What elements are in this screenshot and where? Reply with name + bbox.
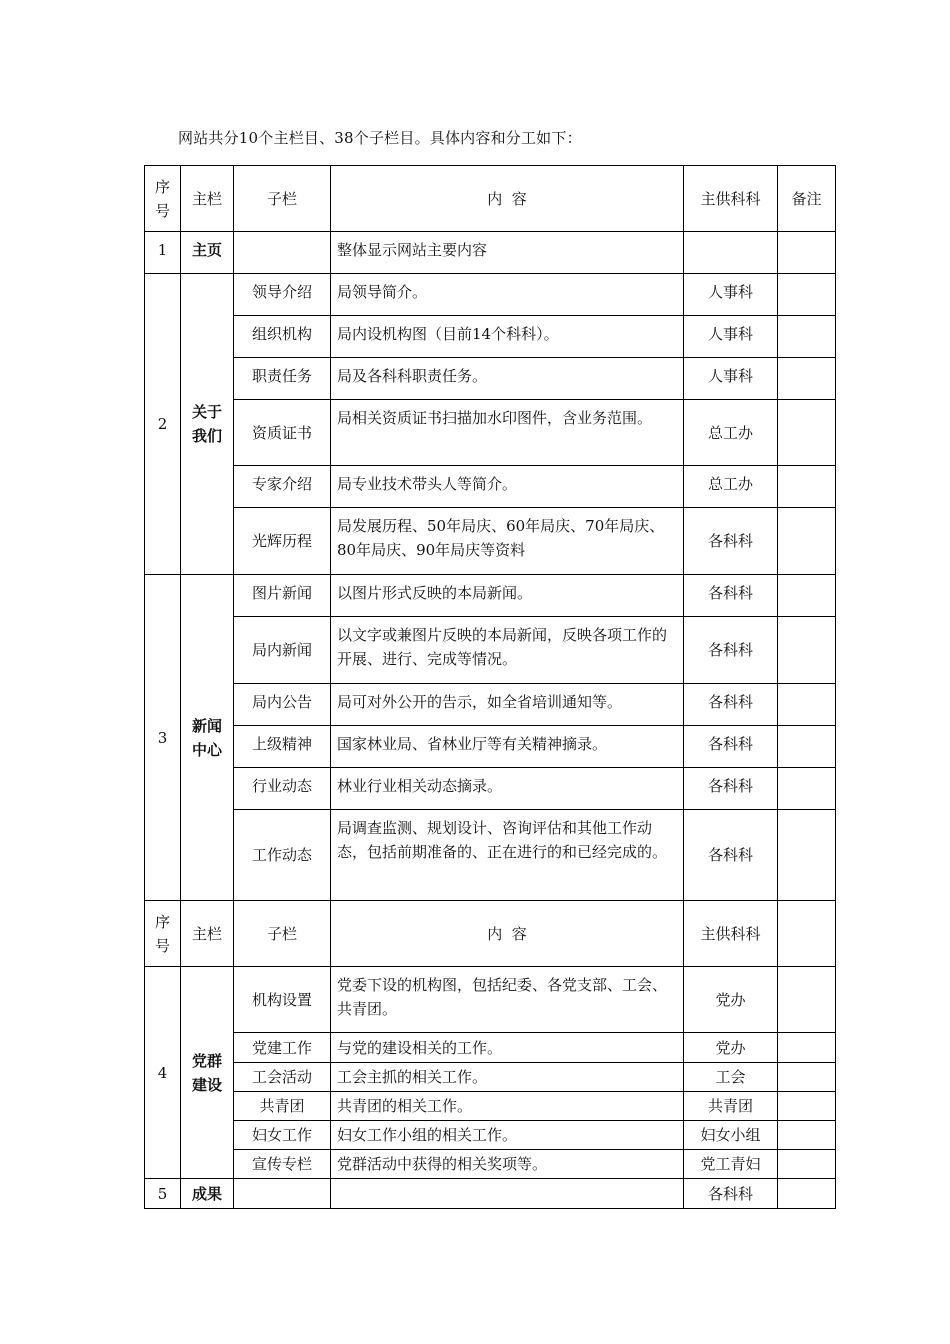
content-cell: 妇女工作小组的相关工作。 [331, 1121, 684, 1150]
table-row [145, 726, 836, 768]
dept-cell: 各科科 [684, 1179, 778, 1209]
main-column-cell: 关于 我们 [181, 274, 234, 575]
note-cell [778, 1033, 836, 1063]
content-cell: 局相关资质证书扫描加水印图件，含业务范围。 [331, 400, 684, 466]
note-cell [778, 1092, 836, 1121]
content-cell: 局内设机构图（目前14个科科）。 [331, 316, 684, 358]
dept-cell: 工会 [684, 1063, 778, 1092]
table-row [145, 967, 836, 1033]
note-cell [778, 684, 836, 726]
note-cell [778, 575, 836, 617]
note-cell [778, 316, 836, 358]
sub-column-cell: 共青团 [234, 1092, 331, 1121]
main-column-cell: 主页 [181, 232, 234, 274]
content-cell: 党群活动中获得的相关奖项等。 [331, 1150, 684, 1179]
header-seq: 序 号 [145, 901, 181, 967]
content-cell: 共青团的相关工作。 [331, 1092, 684, 1121]
table-row [145, 575, 836, 617]
table-row [145, 466, 836, 508]
seq-cell: 4 [145, 967, 181, 1179]
sub-column-cell: 工会活动 [234, 1063, 331, 1092]
table-row [145, 1033, 836, 1063]
table-row [145, 1121, 836, 1150]
table-row [145, 617, 836, 684]
content-cell: 工会主抓的相关工作。 [331, 1063, 684, 1092]
note-cell [778, 617, 836, 684]
dept-cell: 各科科 [684, 810, 778, 901]
note-cell [778, 810, 836, 901]
seq-cell: 1 [145, 232, 181, 274]
sub-column-cell: 局内公告 [234, 684, 331, 726]
dept-cell: 党工青妇 [684, 1150, 778, 1179]
header-main: 主栏 [181, 166, 234, 232]
note-cell [778, 274, 836, 316]
dept-cell: 各科科 [684, 684, 778, 726]
content-cell: 以图片形式反映的本局新闻。 [331, 575, 684, 617]
header-content: 内 容 [331, 901, 684, 967]
sub-column-cell: 上级精神 [234, 726, 331, 768]
seq-cell: 5 [145, 1179, 181, 1209]
columns-table [144, 165, 836, 1209]
table-header-row [145, 166, 836, 232]
note-cell [778, 508, 836, 575]
note-cell [778, 901, 836, 967]
dept-cell: 党办 [684, 967, 778, 1033]
dept-cell: 人事科 [684, 274, 778, 316]
note-cell [778, 1150, 836, 1179]
sub-column-cell: 局内新闻 [234, 617, 331, 684]
sub-column-cell: 行业动态 [234, 768, 331, 810]
dept-cell: 总工办 [684, 400, 778, 466]
sub-column-cell: 资质证书 [234, 400, 331, 466]
table-row [145, 768, 836, 810]
content-cell: 国家林业局、省林业厅等有关精神摘录。 [331, 726, 684, 768]
header-sub: 子栏 [234, 901, 331, 967]
dept-cell: 各科科 [684, 617, 778, 684]
note-cell [778, 1179, 836, 1209]
note-cell [778, 967, 836, 1033]
table-row [145, 1179, 836, 1209]
note-cell [778, 466, 836, 508]
sub-column-cell: 党建工作 [234, 1033, 331, 1063]
sub-column-cell: 领导介绍 [234, 274, 331, 316]
note-cell [778, 726, 836, 768]
seq-cell: 2 [145, 274, 181, 575]
table-row [145, 1063, 836, 1092]
note-cell [778, 1063, 836, 1092]
note-cell [778, 768, 836, 810]
content-cell: 林业行业相关动态摘录。 [331, 768, 684, 810]
content-cell: 整体显示网站主要内容 [331, 232, 684, 274]
note-cell [778, 1121, 836, 1150]
header-dept: 主供科科 [684, 166, 778, 232]
table-header-row [145, 901, 836, 967]
note-cell [778, 232, 836, 274]
dept-cell: 妇女小组 [684, 1121, 778, 1150]
dept-cell: 各科科 [684, 575, 778, 617]
table-row [145, 232, 836, 274]
table-row [145, 810, 836, 901]
dept-cell: 人事科 [684, 358, 778, 400]
sub-column-cell: 工作动态 [234, 810, 331, 901]
dept-cell: 人事科 [684, 316, 778, 358]
dept-cell: 各科科 [684, 508, 778, 575]
sub-column-cell: 专家介绍 [234, 466, 331, 508]
content-cell: 局调查监测、规划设计、咨询评估和其他工作动态，包括前期准备的、正在进行的和已经完成的。 [331, 810, 684, 901]
header-note: 备注 [778, 166, 836, 232]
content-cell: 局领导简介。 [331, 274, 684, 316]
sub-column-cell: 妇女工作 [234, 1121, 331, 1150]
sub-column-cell [234, 1179, 331, 1209]
dept-cell: 总工办 [684, 466, 778, 508]
sub-column-cell [234, 232, 331, 274]
main-column-cell: 新闻 中心 [181, 575, 234, 901]
dept-cell: 党办 [684, 1033, 778, 1063]
dept-cell [684, 232, 778, 274]
header-content: 内 容 [331, 166, 684, 232]
note-cell [778, 400, 836, 466]
content-cell: 局及各科科职责任务。 [331, 358, 684, 400]
sub-column-cell: 图片新闻 [234, 575, 331, 617]
sub-column-cell: 宣传专栏 [234, 1150, 331, 1179]
table-row [145, 316, 836, 358]
dept-cell: 各科科 [684, 768, 778, 810]
dept-cell: 各科科 [684, 726, 778, 768]
header-main: 主栏 [181, 901, 234, 967]
content-cell: 局发展历程、50年局庆、60年局庆、70年局庆、80年局庆、90年局庆等资料 [331, 508, 684, 575]
table-row [145, 508, 836, 575]
content-cell: 局可对外公开的告示，如全省培训通知等。 [331, 684, 684, 726]
dept-cell: 共青团 [684, 1092, 778, 1121]
table-row [145, 1092, 836, 1121]
sub-column-cell: 职责任务 [234, 358, 331, 400]
content-cell: 党委下设的机构图，包括纪委、各党支部、工会、共青团。 [331, 967, 684, 1033]
main-column-cell: 成果 [181, 1179, 234, 1209]
content-cell: 局专业技术带头人等简介。 [331, 466, 684, 508]
table-row [145, 274, 836, 316]
table-row [145, 400, 836, 466]
intro-text: 网站共分10个主栏目、38个子栏目。具体内容和分工如下： [178, 129, 582, 147]
note-cell [778, 358, 836, 400]
main-column-cell: 党群 建设 [181, 967, 234, 1179]
content-cell: 以文字或兼图片反映的本局新闻，反映各项工作的开展、进行、完成等情况。 [331, 617, 684, 684]
table-row [145, 1150, 836, 1179]
sub-column-cell: 机构设置 [234, 967, 331, 1033]
seq-cell: 3 [145, 575, 181, 901]
header-dept: 主供科科 [684, 901, 778, 967]
table-row [145, 684, 836, 726]
header-sub: 子栏 [234, 166, 331, 232]
table-row [145, 358, 836, 400]
sub-column-cell: 组织机构 [234, 316, 331, 358]
sub-column-cell: 光辉历程 [234, 508, 331, 575]
content-cell [331, 1179, 684, 1209]
header-seq: 序 号 [145, 166, 181, 232]
content-cell: 与党的建设相关的工作。 [331, 1033, 684, 1063]
